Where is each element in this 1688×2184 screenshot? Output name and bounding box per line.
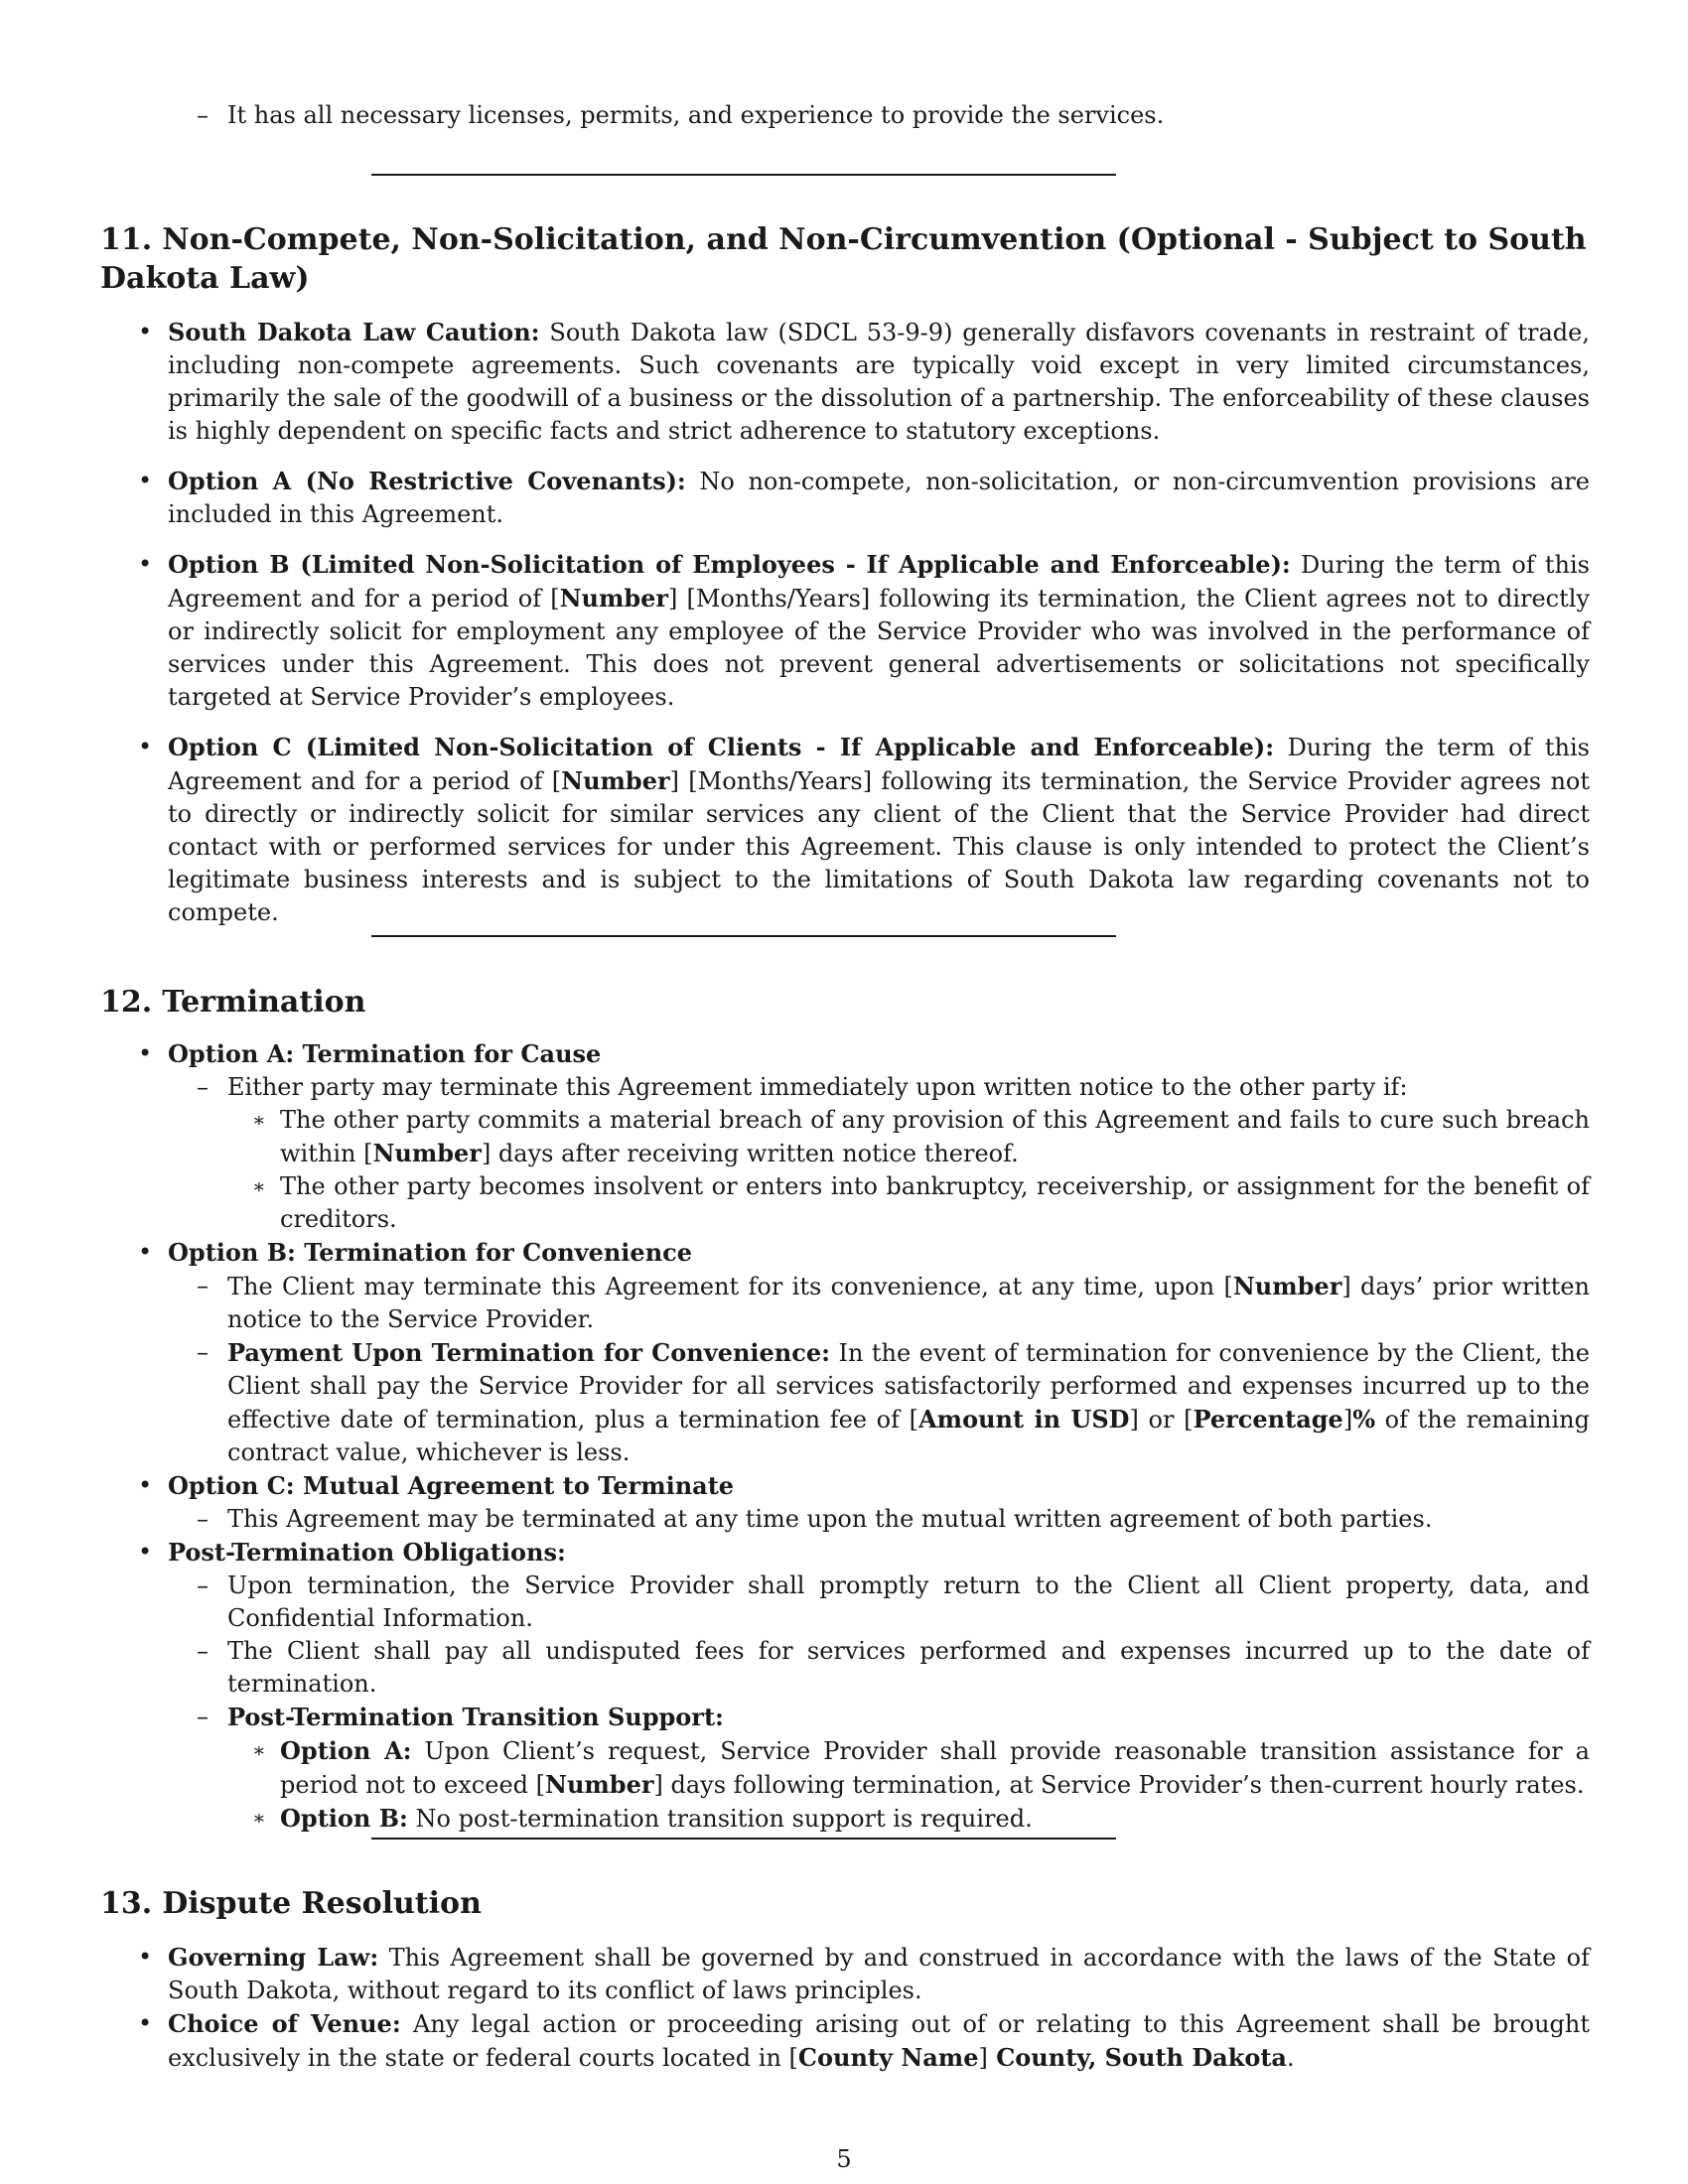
list-item [100, 1236, 1590, 1270]
item-label: Governing Law: [168, 1943, 379, 1972]
bullet-marker: • [138, 550, 153, 578]
bullet-marker: • [138, 1471, 153, 1499]
list-item: • Choice of Venue: Any legal action or proceeding arising out of or relating to this Agreement shall be brought exclusively in the state or federal courts located in [County Name] County, South Dakota. [138, 2009, 1590, 2072]
star-marker: ∗ [252, 1738, 266, 1762]
placeholder-number: Number [1232, 1272, 1342, 1300]
section-divider [371, 174, 1116, 176]
star-marker: ∗ [252, 1806, 266, 1830]
dash-marker: – [197, 1571, 209, 1599]
dash-marker: – [197, 101, 209, 129]
bullet-marker: • [138, 467, 153, 494]
sub-item: – Payment Upon Termination for Convenience: In the event of termination for convenience by the Client, the Client shall pay the Service Provider for all services satisfactorily performed and expenses incurred up to the effective date of termination, plus a termination fee of [Amount in USD] or [Percentage]% of the remaining contract value, whichever is less. [197, 1338, 1591, 1466]
item-label: Option C: Mutual Agreement to Terminate [168, 1471, 735, 1500]
item-label: Post-Termination Obligations: [168, 1538, 566, 1567]
sub-sub-item: ∗ The other party commits a material breach of any provision of this Agreement and fails to cure such breach within [Number] days after receiving written notice thereof. [252, 1106, 1590, 1167]
bullet-marker: • [138, 2009, 153, 2037]
section-11-list [100, 316, 1590, 929]
item-label: South Dakota Law Caution: [168, 318, 540, 346]
placeholder-number: Number [372, 1139, 482, 1167]
section-heading-12: 12. Termination [100, 985, 366, 1020]
section-heading-11: 11. Non-Compete, Non-Solicitation, and Non-Circumvention (Optional - Subject to South Dakota Law) [100, 222, 1587, 296]
list-item [100, 465, 1590, 531]
sub-item: – This Agreement may be terminated at any time upon the mutual written agreement of both parties. [100, 1503, 1590, 1536]
list-item [100, 1469, 1590, 1503]
section-divider [371, 1838, 1116, 1840]
dash-marker: – [197, 1338, 209, 1366]
item-label: Option B (Limited Non-Solicitation of Employees - If Applicable and Enforceable): [168, 550, 1291, 579]
sub-item: – The Client may terminate this Agreement for its convenience, at any time, upon [Number] days’ prior written notice to the Service Provider. [197, 1272, 1591, 1333]
section-heading-13: 13. Dispute Resolution [100, 1886, 482, 1921]
placeholder-number: Number [561, 766, 670, 795]
list-item [100, 1536, 1590, 1570]
dash-marker: – [197, 1505, 209, 1533]
sub-item: – Either party may terminate this Agreement immediately upon written notice to the other party if: [100, 1071, 1590, 1104]
bullet-marker: • [138, 1943, 153, 1971]
dash-marker: – [197, 1637, 209, 1665]
list-item: • Option B (Limited Non-Solicitation of Employees - If Applicable and Enforceable): During the term of this Agreement and for a period of [Number] [Months/Years] following its termination, the Client agrees not to directly or indirectly solicit for employment any employee of the Service Provider who was involved in the performance of services under this Agreement. This does not prevent general advertisements or solicitations not specifically targeted at Service Provider’s employees. [138, 550, 1591, 711]
sub-item: – Post-Termination Transition Support: [197, 1703, 724, 1731]
sub-item: – The Client shall pay all undisputed fees for services performed and expenses incurred up to the date of termination. [197, 1637, 1590, 1698]
section-divider [371, 935, 1116, 937]
list-item [100, 1037, 1590, 1071]
placeholder-county: County Name [797, 2043, 979, 2072]
sub-sub-item: ∗ Option A: Upon Client’s request, Service Provider shall provide reasonable transition assistance for a period not to exceed [Number] days following termination, at Service Provider’s then-current hourly rates. [252, 1736, 1590, 1799]
page-number: 5 [836, 2145, 852, 2173]
dash-marker: – [197, 1703, 209, 1730]
placeholder-percentage: Percentage [1193, 1405, 1343, 1433]
item-label: Option B: Termination for Convenience [168, 1238, 693, 1267]
item-label: Option C (Limited Non-Solicitation of Clients - If Applicable and Enforceable): [168, 733, 1275, 761]
list-item: • Governing Law: This Agreement shall be governed by and construed in accordance with the laws of the State of South Dakota, without regard to its conflict of laws principles. [138, 1943, 1590, 2004]
sub-sub-item: ∗ Option B: No post-termination transition support is required. [252, 1804, 1033, 1833]
bullet-marker: • [138, 1039, 153, 1067]
placeholder-number: Number [559, 584, 669, 613]
item-label: Choice of Venue: [168, 2009, 401, 2038]
sub-sub-item: ∗ The other party becomes insolvent or enters into bankruptcy, receivership, or assignment for the benefit of creditors. [252, 1172, 1590, 1233]
item-label: Option A (No Restrictive Covenants): [168, 467, 686, 495]
bullet-marker: • [138, 1538, 153, 1566]
item-text: It has all necessary licenses, permits, and experience to provide the services. [227, 101, 1165, 129]
bullet-marker: • [138, 1238, 153, 1266]
section-12-list [100, 1037, 1590, 1836]
star-marker: ∗ [252, 1108, 266, 1132]
dash-marker: – [197, 1073, 209, 1101]
list-item [100, 316, 1590, 448]
item-text: South Dakota law (SDCL 53-9-9) generally disfavors covenants in restraint of trade, including non-compete agreements. Such covenants are typically void except in very limited circumstances, primarily the sale of the goodwill of a business or the dissolution of a partnership. The enforceability of these clauses is highly dependent on specific facts and strict adherence to statutory exceptions. [168, 319, 1591, 445]
bullet-marker: • [138, 733, 153, 760]
sub-item: – Upon termination, the Service Provider shall promptly return to the Client all Client property, data, and Confidential Information. [197, 1571, 1590, 1632]
star-marker: ∗ [252, 1174, 266, 1198]
dash-marker: – [197, 1272, 209, 1299]
bullet-marker: • [138, 318, 153, 345]
placeholder-amount: Amount in USD [918, 1405, 1130, 1433]
list-item [100, 99, 1590, 132]
placeholder-number: Number [545, 1770, 654, 1799]
section-13-list [100, 1941, 1590, 2075]
list-item: • Option C (Limited Non-Solicitation of Clients - If Applicable and Enforceable): During the term of this Agreement and for a period of [Number] [Months/Years] following its termination, the Service Provider agrees not to directly or indirectly solicit for similar services any client of the Client that the Service Provider had direct contact with or performed services for under this Agreement. This clause is only intended to protect the Client’s legitimate business interests and is subject to the limitations of South Dakota law regarding covenants not to compete. [138, 733, 1591, 926]
item-label: Option A: Termination for Cause [168, 1039, 602, 1068]
item-text: No non-compete, non-solicitation, or non-circumvention provisions are included in this Agreement. [168, 468, 1590, 528]
